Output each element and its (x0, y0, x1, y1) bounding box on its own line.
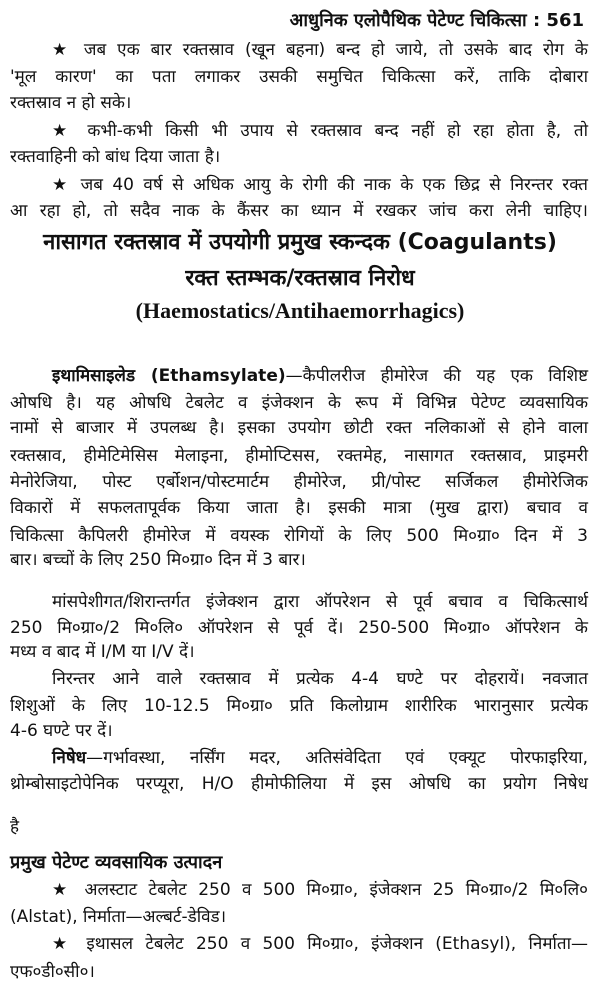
section-subheading-english: (Haemostatics/Antihaemorrhagics) (135, 298, 465, 323)
product-line: ★ अलस्टाट टेबलेट 250 व 500 मि०ग्रा०, इंजेक्शन 25 मि०ग्रा०/2 मि०लि० (52, 880, 588, 900)
product-line: (Alstat), निर्माता—अल्बर्ट-डेविड। (10, 907, 227, 927)
text-line: 4-6 घण्टे पर दें। (10, 721, 113, 741)
drug-intro-text: —कैपीलरीज हीमोरेज की यह एक विशिष्ट (285, 366, 589, 386)
text-line: थ्रोम्बोसाइटोपेनिक परप्यूरा, H/O हीमोफीलिया में इस ओषधि का प्रयोग निषेध (10, 774, 588, 794)
text-line: ★ कभी-कभी किसी भी उपाय से रक्तस्राव बन्द नहीं हो रहा होता है, तो (52, 121, 588, 141)
text-line: ओषधि है। यह ओषधि टेबलेट व इंजेक्शन के रूप में विभिन्न पेटेण्ट व्यवसायिक (10, 393, 588, 413)
products-heading: प्रमुख पेटेण्ट व्यवसायिक उत्पादन (10, 852, 223, 873)
text-line: है (10, 817, 20, 837)
drug-intro-line (52, 364, 588, 388)
text-line: 'मूल कारण' का पता लगाकर उसकी समुचित चिकित्सा करें, ताकि दोबारा (10, 67, 588, 87)
section-subheading: रक्त स्तम्भक/रक्तस्राव निरोध (185, 266, 415, 291)
product-line: ★ इथासल टेबलेट 250 व 500 मि०ग्रा०, इंजेक्शन (Ethasyl), निर्माता— (52, 934, 588, 954)
text-line: आ रहा हो, तो सदैव नाक के कैंसर का ध्यान में रखकर जांच करा लेनी चाहिए। (10, 201, 588, 221)
text-line: मध्य व बाद में I/M या I/V दें। (10, 642, 195, 662)
text-line: मांसपेशीगत/शिरान्तर्गत इंजेक्शन द्वारा ऑपरेशन से पूर्व बचाव व चिकित्सार्थ (52, 592, 588, 612)
text-line: चिकित्सा कैपिलरी हीमोरेज में वयस्क रोगियों के लिए 500 मि०ग्रा० दिन में 3 (10, 526, 588, 546)
running-header: आधुनिक एलोपैथिक पेटेण्ट चिकित्सा : 561 (289, 10, 584, 31)
text-line: रक्तवाहिनी को बांध दिया जाता है। (10, 147, 221, 167)
text-line: रक्तस्राव, हीमेटिमेसिस मेलाइना, हीमोप्टिसस, रक्तमेह, नासागत रक्तस्राव, प्राइमरी (10, 446, 588, 466)
contraindication-label: निषेध (52, 748, 87, 768)
contraindication-line (52, 746, 588, 770)
text-line: शिशुओं के लिए 10-12.5 मि०ग्रा० प्रति किलोग्राम शारीरिक भारानुसार प्रत्येक (10, 696, 588, 716)
contraindication-text: —गर्भावस्था, नर्सिंग मदर, अतिसंवेदिता एवं एक्यूट पोरफाइरिया, (86, 748, 588, 768)
text-line: ★ जब 40 वर्ष से अधिक आयु के रोगी की नाक के एक छिद्र से निरन्तर रक्त (52, 175, 588, 195)
product-line: एफ०डी०सी०। (10, 962, 95, 982)
section-heading: नासागत रक्तस्राव में उपयोगी प्रमुख स्कन्दक (Coagulants) (43, 230, 557, 255)
drug-name: इथामिसाइलेड (Ethamsylate) (52, 366, 286, 386)
text-line: बार। बच्चों के लिए 250 मि०ग्रा० दिन में 3 बार। (10, 550, 306, 570)
text-line: रक्तस्राव न हो सके। (10, 93, 132, 113)
text-line: निरन्तर आने वाले रक्तस्राव में प्रत्येक 4-4 घण्टे पर दोहरायें। नवजात (52, 669, 588, 689)
text-line: विकारों में सफलतापूर्वक किया जाता है। इसकी मात्रा (मुख द्वारा) बचाव व (10, 498, 588, 518)
text-line: नामों से बाजार में उपलब्ध है। इसका उपयोग छोटी रक्त नलिकाओं से होने वाला (10, 418, 588, 438)
text-line: ★ जब एक बार रक्तस्राव (खून बहना) बन्द हो जाये, तो उसके बाद रोग के (52, 40, 588, 60)
text-line: 250 मि०ग्रा०/2 मि०लि० ऑपरेशन से पूर्व दें। 250-500 मि०ग्रा० ऑपरेशन के (10, 618, 588, 638)
text-line: मेनोरेजिया, पोस्ट एर्बोशन/पोस्टमार्टम हीमोरेज, प्री/पोस्ट सर्जिकल हीमोरेजिक (10, 472, 588, 492)
